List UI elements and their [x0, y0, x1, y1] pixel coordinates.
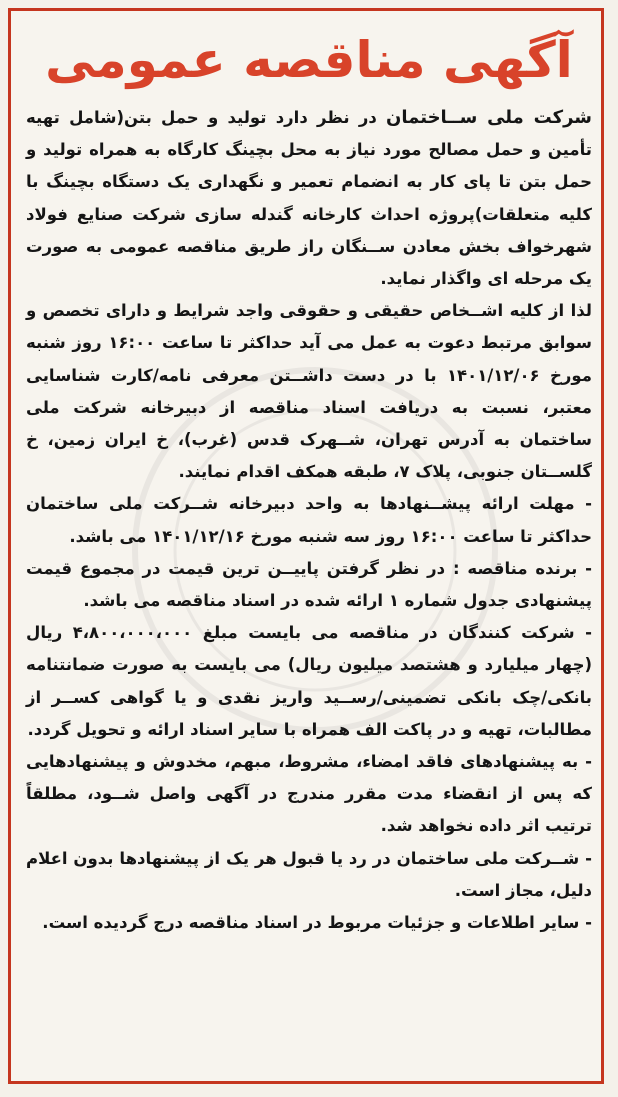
notice-title: آگهی مناقصه عمومی — [45, 31, 573, 89]
paragraph-4: - برنده مناقصه : در نظر گرفتن پاییــن ترین قیمت در مجموع قیمت پیشنهادی جدول شماره ۱ ارائه شده در اسناد مناقصه می باشد. — [26, 558, 592, 611]
paragraph-5: - شرکت کنندگان در مناقصه می بایست مبلغ ۴،۸۰۰،۰۰۰،۰۰۰ ریال (چهار میلیارد و هشتصد میلیون ریال) می بایست به صورت ضمانتنامه بانکی/چک بانکی تضمینی/رســید واریز نقدی و یا گواهی کســر از مطالبات، تهیه و در پاکت الف همراه با سایر اسناد ارائه و تحویل گردد. — [26, 623, 592, 739]
notice-body — [26, 102, 592, 1073]
paragraph-2: لذا از کلیه اشــخاص حقیقی و حقوقی واجد شرایط و دارای تخصص و سوابق مرتبط دعوت به عمل می آید حداکثر تا ساعت ۱۶:۰۰ روز شنبه مورخ ۱۴۰۱/۱۲/۰۶ با در دست داشــتن معرفی نامه/کارت شناسایی معتبر، نسبت به دریافت اسناد مناقصه از دبیرخانه شرکت ملی ساختمان به آدرس تهران، شــهرک قدس (غرب)، خ ایران زمین، خ گلســتان جنوبی، پلاک ۷، طبقه همکف اقدام نمایند. — [26, 301, 593, 482]
paragraph-3: - مهلت ارائه پیشــنهادها به واحد دبیرخانه شــرکت ملی ساختمان حداکثر تا ساعت ۱۶:۰۰ روز سه شنبه مورخ ۱۴۰۱/۱۲/۱۶ می باشد. — [26, 494, 592, 546]
paragraph-8: - سایر اطلاعات و جزئیات مربوط در اسناد مناقصه درج گردیده است. — [42, 913, 592, 933]
paragraph-1: در نظر دارد تولید و حمل بتن(شامل تهیه تأمین و حمل مصالح مورد نیاز به محل بچینگ کارگاه به همراه تولید و حمل بتن تا پای کار به انضمام تعمیر و نگهداری یک دستگاه بچینگ با کلیه متعلقات)پروژه احداث کارخانه گندله سازی شرکت صنایع فولاد شهرخواف بخش معادن ســنگان راز طریق مناقصه عمومی به صورت یک مرحله ای واگذار نماید. — [26, 108, 592, 289]
intro-paragraph — [26, 102, 592, 295]
company-name: شرکت ملی ســاختمان — [386, 107, 592, 128]
paragraph-6: - به پیشنهادهای فاقد امضاء، مشروط، مبهم، مخدوش و پیشنهادهایی که پس از انقضاء مدت مقرر مندرج در آگهی واصل شــود، مطلقاً ترتیب اثر داده نخواهد شد. — [26, 752, 592, 836]
paragraph-7: - شــرکت ملی ساختمان در رد یا قبول هر یک از پیشنهادها بدون اعلام دلیل، مجاز است. — [26, 848, 592, 900]
